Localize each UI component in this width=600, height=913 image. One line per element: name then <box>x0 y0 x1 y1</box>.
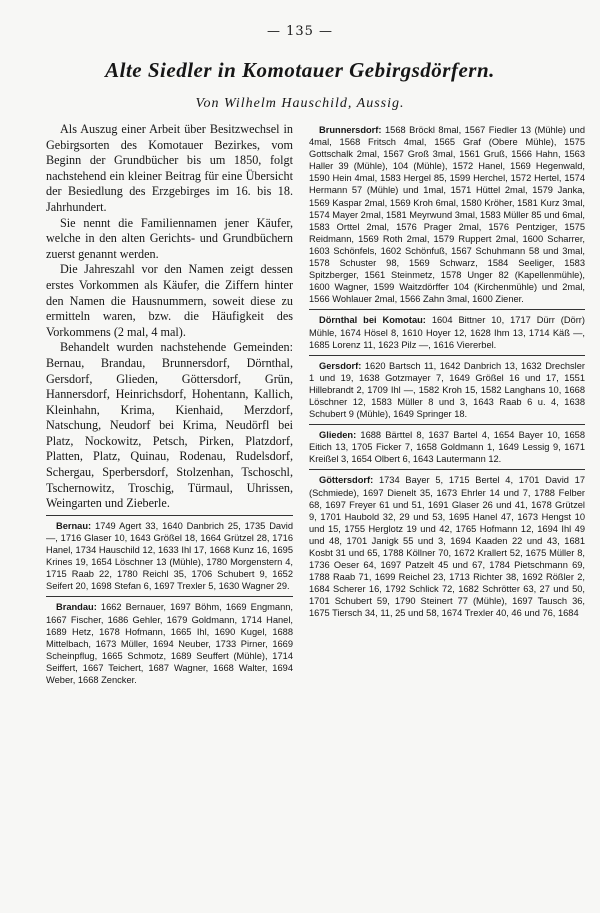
village-entry <box>309 429 585 465</box>
divider <box>309 355 585 356</box>
village-name: Glieden: <box>319 430 357 441</box>
village-name: Göttersdorf: <box>319 475 374 486</box>
entry-text: 1749 Agert 33, 1640 Danbrich 25, 1735 David —, 1716 Glaser 10, 1643 Größel 18, 1664 Grützel 28, 1716 Hanel, 1734 Hauschild 12, 1633 Ihl 17, 1668 Kunz 16, 1695 Krines 19, 1654 Löschner 13 (Mühle), 1780 Morgenstern 4, 1715 Raab 22, 1780 Reichl 35, 1706 Schubert 9, 1652 Seifert 20, 1698 Stefan 6, 1697 Trexler 5, 1630 Wagner 29. <box>46 520 293 592</box>
entry-text: 1604 Bittner 10, 1717 Dürr (Dörr) Mühle, 1674 Hösel 8, 1610 Hoyer 12, 1628 Ihm 13, 1714 Käß —, 1685 Lorenz 11, 1623 Pilz —, 1616 Viererbel. <box>309 315 586 350</box>
divider <box>309 424 585 425</box>
article-title: Alte Siedler in Komotauer Gebirgsdörfern. <box>105 58 495 82</box>
divider <box>309 309 585 310</box>
village-entry <box>309 314 585 350</box>
entries-left <box>46 520 293 686</box>
village-name: Gersdorf: <box>319 360 362 371</box>
divider <box>46 596 293 597</box>
entries-right <box>309 124 585 620</box>
divider <box>46 515 293 516</box>
divider <box>309 469 585 470</box>
entry-text: 1662 Bernauer, 1697 Böhm, 1669 Engmann, 1667 Fischer, 1686 Gehler, 1679 Goldmann, 1714 Hanel, 1689 Hetz, 1678 Hofmann, 1665 Ihl, 1690 Kugel, 1688 Mittelbach, 1673 Müller, 1694 Neuber, 1733 Pirner, 1669 Scheinpflug, 1665 Schmotz, 1689 Seuffert (Mühle), 1714 Seiffert, 1667 Teichert, 1687 Wagner, 1668 Walter, 1694 Weber, 1668 Zencker. <box>46 602 293 685</box>
village-name: Brunnersdorf: <box>319 125 382 135</box>
entry-text: 1568 Bröckl 8mal, 1567 Fiedler 13 (Mühle) und 4mal, 1568 Fritsch 4mal, 1565 Graf (Obere Mühle), 1575 Gottschalk 2mal, 1567 Groß 3mal, 1561 Gruß, 1566 Hahn, 1563 Haller 39 (Mühle), 104 (Mühle), 1572 Hanel, 1569 Hegenwald, 1590 Hein 4mal, 1583 Hergel 85, 1599 Herchel, 1572 Hertel, 1574 Hermann 57 (Mühle) und 1mal, 1571 Hüttel 2mal, 1579 Janka, 1569 Kaspar 2mal, 1569 Kroh 6mal, 1580 Kröher, 1581 Kurz 3mal, 1574 Mayer 2mal, 1581 Meyrwund 3mal, 1583 Müller 85 und 6mal, 1583 Orttel 2mal, 1576 Prager 2mal, 1576 Pentziger, 1575 Reidmann, 1569 Roth 2mal, 1579 Ruppert 2mal, 1600 Scharrer, 1603 Schönfels, 1602 Schönfuß, 1567 Schuhmann 58 und 3mal, 1578 Schuster 98, 1569 Schwarz, 1584 Seeliger, 1583 Spitzberger, 1561 Steinmetz, 1578 Unger 82 (Kapellenmühle), 1600 Wagner, 1599 Waitzdörffer 104 (Kirchenmühle) und 2mal, 1566 Wohlauer 2mal, 1566 Zahn 3mal, 1600 Ziener. <box>309 125 585 305</box>
page-number: — 135 — <box>266 24 334 39</box>
village-name: Bernau: <box>56 520 92 531</box>
right-column <box>309 122 585 624</box>
intro-paragraph: Behandelt wurden nachstehende Gemeinden: Bernau, Brandau, Brunnersdorf, Dörnthal, Gersdorf, Glieden, Göttersdorf, Grün, Hannersdorf, Heinrichsdorf, Hohentann, Kallich, Kleinhahn, Krima, Kienhaid, Merzdorf, Natschung, Neudorf bei Krima, Neudörfl bei Platz, Nockowitz, Petsch, Pirken, Platzdorf, Platten, Platz, Quinau, Rodenau, Rudelsdorf, Schergau, Sperbersdorf, Stolzenhan, Tschoschl, Tschernowitz, Troschig, Türmaul, Uhrissen, Weingarten und Zieberle. <box>46 340 293 511</box>
village-entry <box>309 360 585 420</box>
village-entry <box>46 601 293 686</box>
intro-paragraph: Die Jahreszahl vor den Namen zeigt dessen erstes Vorkommen als Käufer, die Ziffern hinter den Namen die Hausnummern, soweit diese zu ermitteln waren, bzw. die Häufigkeit des Vorkommens (2 mal, 4 mal). <box>46 262 293 339</box>
village-name: Dörnthal bei Komotau: <box>319 315 426 326</box>
entry-text: 1734 Bayer 5, 1715 Bertel 4, 1701 David 17 (Schmiede), 1697 Dienelt 35, 1673 Ehrler 14 und 7, 1788 Felber 68, 1697 Freyer 61 und 51, 1691 Glaser 26 und 41, 1678 Grützel 9, 1701 Haubold 32, 29 und 53, 1695 Hanel 47, 1673 Hengst 10 und 15, 1755 Herglotz 19 und 42, 1765 Hofmann 12, 1694 Ihl 49 und 48, 1701 Janigk 55 und 3, 1694 Kaaden 22 und 43, 1681 Kosbt 31 und 65, 1788 Köllner 70, 1672 Krallert 52, 1675 Müller 8, 1736 Oeser 64, 1697 Patzelt 45 und 67, 1784 Pietschmann 69, 1788 Raab 71, 1699 Reichel 23, 1713 Richter 38, 1692 Rößler 2, 1684 Scherer 16, 1792 Schlick 72, 1682 Schrötter 63, 27 und 50, 1701 Schubert 59, 1790 Steinert 77 (Mühle), 1697 Tausch 36, 1675 Tiersch 34, 11, 25 und 58, 1674 Trexler 40, 46 und 76, 1684 <box>309 475 585 619</box>
village-name: Brandau: <box>56 602 97 613</box>
intro-paragraph: Sie nennt die Familiennamen jener Käufer, welche in den alten Gerichts- und Grundbüchern zuerst genannt werden. <box>46 215 293 261</box>
article-byline: Von Wilhelm Hauschild, Aussig. <box>195 96 405 111</box>
village-entry <box>46 520 293 593</box>
intro-paragraph: Als Auszug einer Arbeit über Besitzwechsel in Gebirgsorten des Komotauer Bezirkes, vom Beginn der Grundbücher bis um 1850, folgt nachstehend ein kleiner Beitrag für eine Übersicht der Besiedlung des Erzgebirges im 16. bis 18. Jahrhundert. <box>46 122 293 214</box>
entry-text: 1688 Bärttel 8, 1637 Bartel 4, 1654 Bayer 10, 1658 Eitich 13, 1705 Ficker 7, 1658 Goldmann 1, 1649 Lessig 9, 1671 Kreißel 3, 1654 Olbert 6, 1643 Lautermann 12. <box>309 430 585 465</box>
village-entry <box>309 124 585 305</box>
village-entry <box>309 474 585 619</box>
entry-text: 1620 Bartsch 11, 1642 Danbrich 13, 1632 Drechsler 1 und 19, 1638 Gotzmayer 7, 1649 Größel 16 und 17, 1551 Hillebrandt 2, 1709 Ihl —, 1582 Kroh 15, 1582 Langhans 10, 1668 Löschner 12, 1583 Müller 8 und 3, 1643 Raab 6 u. 4, 1638 Schubert 9 (Mühle), 1649 Springer 18. <box>309 360 585 420</box>
left-column <box>46 122 293 690</box>
intro-text <box>46 122 293 512</box>
